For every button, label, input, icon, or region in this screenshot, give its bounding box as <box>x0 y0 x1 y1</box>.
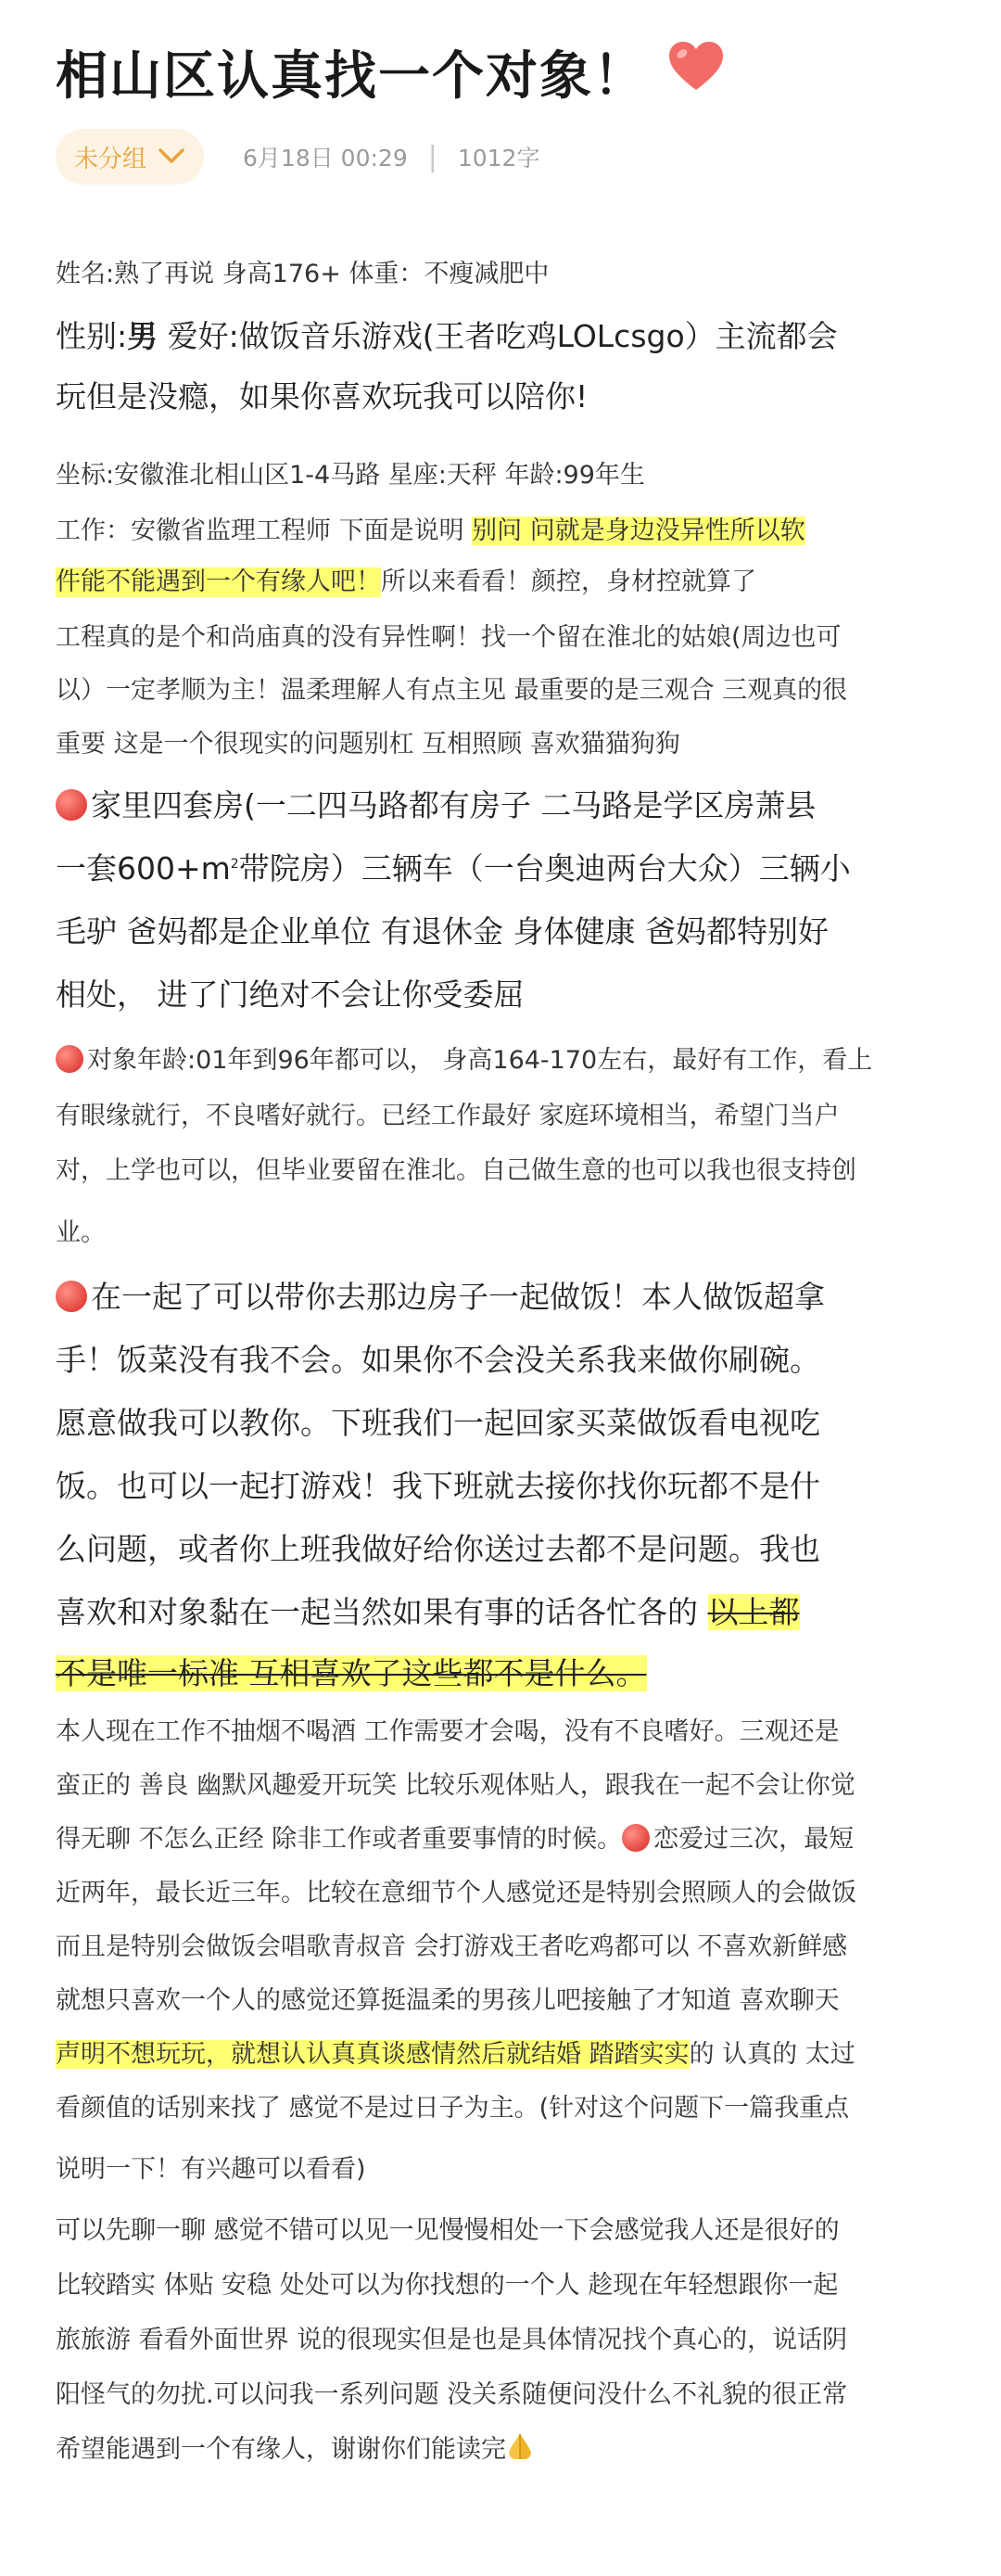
highlight: 以上都 <box>707 1594 800 1630</box>
text-line: 看颜值的话别来找了 感觉不是过日子为主。(针对这个问题下一篇我重点 <box>56 2094 850 2123</box>
text-line: 以）一定孝顺为主！温柔理解人有点主见 最重要的是三观合 三观真的很 <box>56 676 848 705</box>
text-line: 性别:男 爱好:做饭音乐游戏(王者吃鸡LOLcsgo）主流都会 <box>56 318 838 354</box>
text-line: 工程真的是个和尚庙真的没有异性啊！找一个留在淮北的姑娘(周边也可 <box>56 623 842 652</box>
text-line: 可以先聊一聊 感觉不错可以见一见慢慢相处一下会感觉我人还是很好的 <box>56 2216 840 2245</box>
highlight: 不是唯一标准 互相喜欢了这些都不是什么。 <box>56 1655 647 1691</box>
text-line: 一套$600+m^2$带院房）三辆车（一台奥迪两台大众）三辆小 <box>56 850 851 886</box>
note-meta <box>56 128 539 185</box>
text-line: 对，上学也可以，但毕业要留在淮北。自己做生意的也可以我也很支持创 <box>56 1156 856 1185</box>
text-line: 件能不能遇到一个有缘人吧！所以来看看！颜控，身材控就算了 <box>56 561 756 597</box>
text-line: 有眼缘就行，不良嗜好就行。已经工作最好 家庭环境相当，希望门当户 <box>56 1102 840 1130</box>
heart-icon <box>667 40 725 105</box>
word-count: 1012字 <box>457 145 540 172</box>
text-line: 饭。也可以一起打游戏！我下班就去接你找你玩都不是什 <box>56 1468 820 1504</box>
text-line: 而且是特别会做饭会唱歌青叔音 会打游戏王者吃鸡都可以 不喜欢新鲜感 <box>56 1932 848 1961</box>
text-line: 工作：安徽省监理工程师 下面是说明 别问 问就是身边没异性所以软 <box>56 516 805 545</box>
text-line: 愿意做我可以教你。下班我们一起回家买菜做饭看电视吃 <box>56 1405 820 1441</box>
text-line: 对象年龄:01年到96年都可以， 身高164-170左右，最好有工作，看上 <box>56 1039 872 1076</box>
text-line: 比较踏实 体贴 安稳 处处可以为你找想的一个人 趁现在年轻想跟你一起 <box>56 2271 839 2300</box>
text-line: 重要 这是一个很现实的问题别杠 互相照顾 喜欢猫猫狗狗 <box>56 730 680 759</box>
text-line: 业。 <box>56 1218 106 1247</box>
text-line: 近两年，最长近三年。比较在意细节个人感觉还是特别会照顾人的会做饭 <box>56 1879 856 1907</box>
text-line: 蛮正的 善良 幽默风趣爱开玩笑 比较乐观体贴人，跟我在一起不会让你觉 <box>56 1771 855 1800</box>
note-title <box>56 35 725 109</box>
red-circle-icon <box>56 1281 87 1312</box>
text-line: 姓名:熟了再说 身高176+ 体重：不瘦减肥中 <box>56 260 550 288</box>
red-circle-icon <box>56 1045 83 1073</box>
text-line: 得无聊 不怎么正经 除非工作或者重要事情的时候。 恋爱过三次，最短 <box>56 1825 855 1854</box>
text-line: 就想只喜欢一个人的感觉还算挺温柔的男孩儿吧接触了才知道 喜欢聊天 <box>56 1986 840 2015</box>
highlight: 声明不想玩玩，就想认认真真谈感情然后就结婚 踏踏实实 <box>56 2040 690 2069</box>
text-line: 家里四套房(一二四马路都有房子 二马路是学区房萧县 <box>56 782 816 825</box>
note-title-text: 相山区认真找一个对象！ <box>56 46 647 107</box>
text-line: 喜欢和对象黏在一起当然如果有事的话各忙各的 以上都 <box>56 1594 800 1630</box>
text-line: 声明不想玩玩，就想认认真真谈感情然后就结婚 踏踏实实的 认真的 太过 <box>56 2040 855 2069</box>
highlight: 件能不能遇到一个有缘人吧！ <box>56 567 381 597</box>
highlight: 别问 问就是身边没异性所以软 <box>472 516 805 545</box>
text-line: 相处， 进了门绝对不会让你受委屈 <box>56 976 525 1013</box>
text-line: 坐标:安徽淮北相山区1-4马路 星座:天秤 年龄:99年生 <box>56 461 645 490</box>
text-line: 在一起了可以带你去那边房子一起做饭！本人做饭超拿 <box>56 1273 825 1317</box>
text-line: 么问题，或者你上班我做好给你送过去都不是问题。我也 <box>56 1531 820 1567</box>
note-date: 6月18日 00:29 <box>243 145 408 172</box>
group-selector-button[interactable] <box>56 129 204 185</box>
red-circle-icon <box>56 789 87 821</box>
text-line: 旅旅游 看看外面世界 说的很现实但是也是具体情况找个真心的，说话阴 <box>56 2326 848 2354</box>
text-line <box>56 1650 647 1693</box>
meta-divider: | <box>427 140 437 173</box>
red-circle-icon <box>622 1824 650 1852</box>
text-line: 希望能遇到一个有缘人，谢谢你们能读完 <box>56 2429 534 2468</box>
text-line: 毛驴 爸妈都是企业单位 有退休金 身体健康 爸妈都特别好 <box>56 913 829 950</box>
text-line: 本人现在工作不抽烟不喝酒 工作需要才会喝，没有不良嗜好。三观还是 <box>56 1717 840 1746</box>
chevron-down-icon <box>158 143 185 171</box>
text-line: 说明一下！有兴趣可以看看) <box>56 2155 366 2184</box>
group-label: 未分组 <box>74 145 147 173</box>
text-line: 阳怪气的勿扰.可以问我一系列问题 没关系随便问没什么不礼貌的很正常 <box>56 2380 848 2409</box>
text-line: 手！饭菜没有我不会。如果你不会没关系我来做你刷碗。 <box>56 1342 820 1378</box>
praying-hands-icon <box>506 2431 534 2468</box>
text-line: 玩但是没瘾，如果你喜欢玩我可以陪你! <box>56 378 589 414</box>
